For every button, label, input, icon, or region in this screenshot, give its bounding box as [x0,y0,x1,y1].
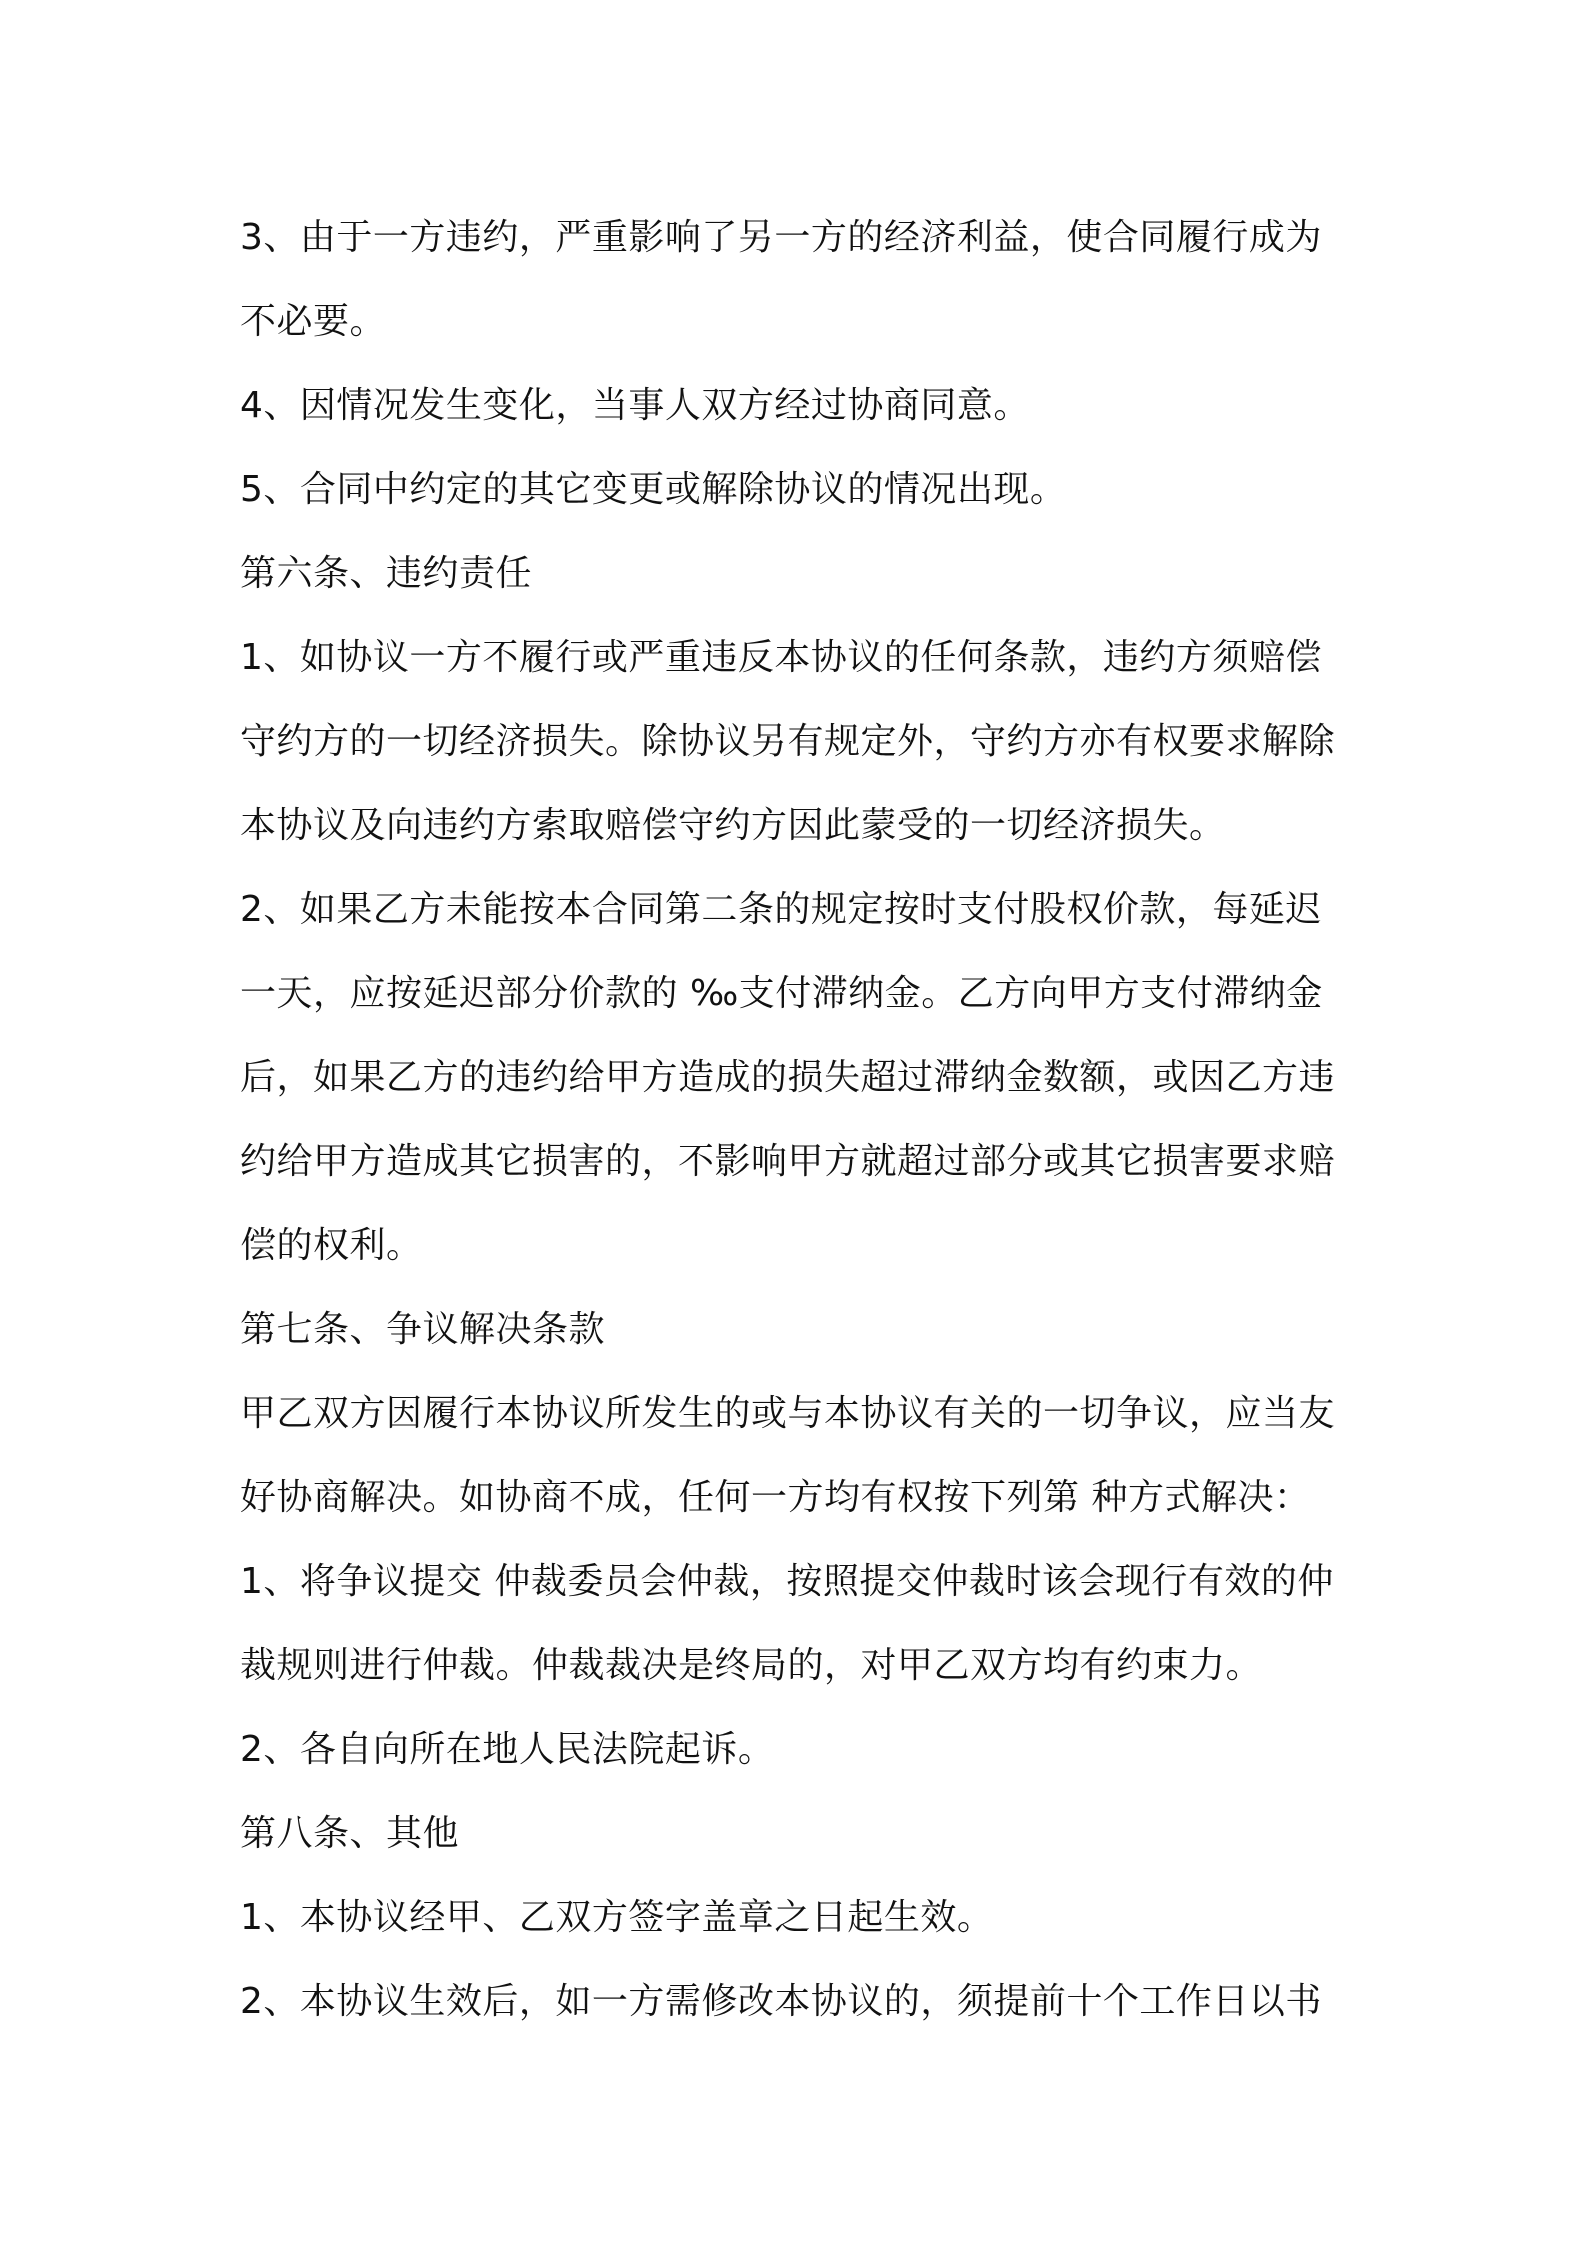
clause-line: 5、合同中约定的其它变更或解除协议的情况出现。 [240,469,1067,510]
clause-line: 守约方的一切经济损失。除协议另有规定外，守约方亦有权要求解除 [240,721,1336,762]
clause-line: 约给甲方造成其它损害的，不影响甲方就超过部分或其它损害要求赔 [240,1141,1336,1182]
document-body [240,196,1360,2044]
clause-line: 后，如果乙方的违约给甲方造成的损失超过滞纳金数额，或因乙方违 [240,1057,1336,1098]
section-heading: 第七条、争议解决条款 [240,1309,606,1350]
clause-line: 不必要。 [240,301,387,342]
clause-line: 一天，应按延迟部分价款的 ‰支付滞纳金。乙方向甲方支付滞纳金 [240,973,1323,1014]
clause-line: 2、如果乙方未能按本合同第二条的规定按时支付股权价款，每延迟 [240,889,1322,930]
clause-line: 4、因情况发生变化，当事人双方经过协商同意。 [240,385,1030,426]
clause-line: 1、如协议一方不履行或严重违反本协议的任何条款，违约方须赔偿 [240,637,1322,678]
clause-line: 2、本协议生效后，如一方需修改本协议的，须提前十个工作日以书 [240,1981,1322,2022]
clause-line: 甲乙双方因履行本协议所发生的或与本协议有关的一切争议，应当友 [240,1393,1336,1434]
clause-line: 裁规则进行仲裁。仲裁裁决是终局的，对甲乙双方均有约束力。 [240,1645,1263,1686]
section-heading: 第六条、违约责任 [240,553,533,594]
clause-line: 1、将争议提交 仲裁委员会仲裁，按照提交仲裁时该会现行有效的仲 [240,1561,1334,1602]
clause-line: 2、各自向所在地人民法院起诉。 [240,1729,775,1770]
clause-line: 偿的权利。 [240,1225,423,1266]
clause-line: 好协商解决。如协商不成，任何一方均有权按下列第 种方式解决： [240,1477,1311,1518]
clause-line: 3、由于一方违约，严重影响了另一方的经济利益，使合同履行成为 [240,217,1322,258]
section-heading: 第八条、其他 [240,1813,460,1854]
clause-line: 本协议及向违约方索取赔偿守约方因此蒙受的一切经济损失。 [240,805,1226,846]
clause-line: 1、本协议经甲、乙双方签字盖章之日起生效。 [240,1897,994,1938]
